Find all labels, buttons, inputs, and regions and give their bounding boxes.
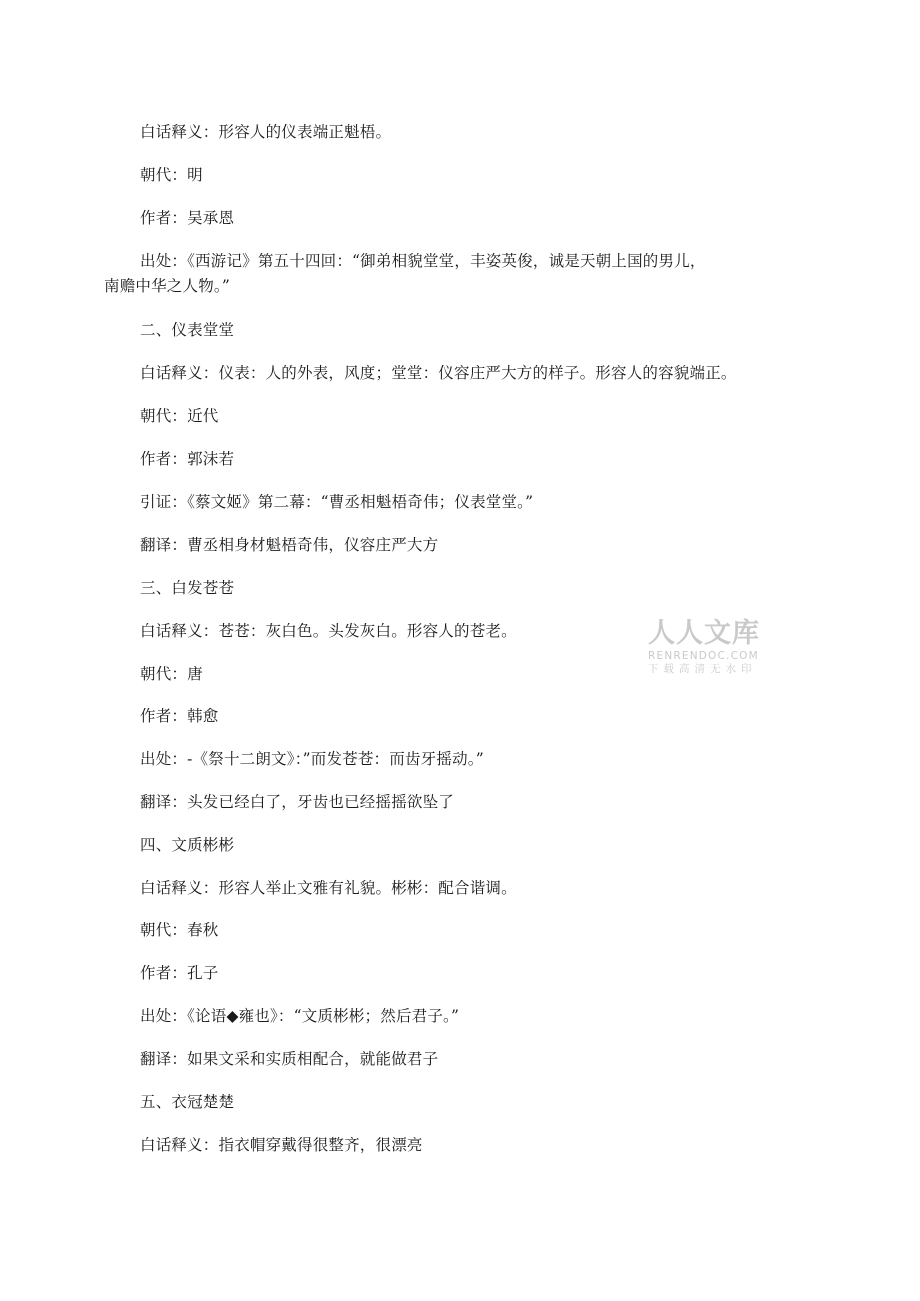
text-line: 作者：韩愈: [140, 707, 219, 725]
watermark-title: 人人文库: [648, 618, 760, 649]
text-line: 出处：-《祭十二朗文》：”而发苍苍：而齿牙摇动。”: [140, 750, 484, 768]
text-line: 翻译：如果文采和实质相配合，就能做君子: [140, 1050, 439, 1068]
watermark-site: RENRENDOC.COM: [648, 650, 759, 662]
text-line: 作者：孔子: [140, 964, 219, 982]
text-line: 朝代：明: [140, 166, 203, 184]
text-line-continuation: 南赡中华之人物。”: [104, 277, 230, 295]
watermark: [648, 618, 772, 676]
text-line: 出处：《论语◆雍也》：“文质彬彬；然后君子。”: [140, 1007, 460, 1025]
text-line: 白话释义：指衣帽穿戴得很整齐，很漂亮: [140, 1136, 423, 1154]
text-line: 作者：吴承恩: [140, 209, 235, 227]
watermark-subtitle: 下载高清无水印: [648, 663, 757, 675]
text-line: 朝代：近代: [140, 407, 219, 425]
text-line: 白话释义：形容人举止文雅有礼貌。彬彬：配合谐调。: [140, 879, 517, 897]
section-heading: 三、白发苍苍: [140, 579, 235, 597]
section-heading: 二、仪表堂堂: [140, 321, 235, 339]
text-line: 翻译：头发已经白了，牙齿也已经摇摇欲坠了: [140, 793, 455, 811]
text-line: 朝代：唐: [140, 665, 203, 683]
text-line: 引证：《蔡文姬》第二幕：“曹丞相魁梧奇伟；仪表堂堂。”: [140, 493, 534, 511]
text-line: 白话释义：仪表：人的外表，风度；堂堂：仪容庄严大方的样子。形容人的容貌端正。: [140, 364, 737, 382]
text-line: 朝代：春秋: [140, 921, 219, 939]
text-line: 白话释义：形容人的仪表端正魁梧。: [140, 123, 392, 141]
section-heading: 五、衣冠楚楚: [140, 1093, 235, 1111]
text-line: 作者：郭沫若: [140, 450, 235, 468]
text-line: 翻译：曹丞相身材魁梧奇伟，仪容庄严大方: [140, 536, 439, 554]
section-heading: 四、文质彬彬: [140, 836, 235, 854]
text-line: 白话释义：苍苍：灰白色。头发灰白。形容人的苍老。: [140, 622, 517, 640]
text-line: 出处：《西游记》第五十四回：“御弟相貌堂堂，丰姿英俊，诚是天朝上国的男儿，: [140, 252, 706, 270]
